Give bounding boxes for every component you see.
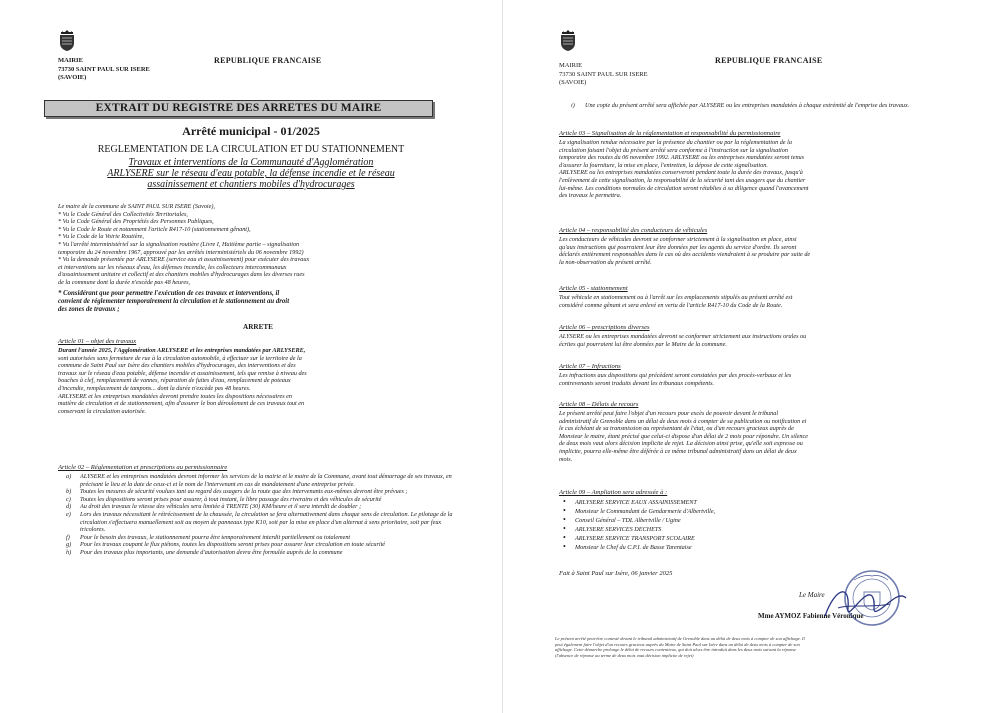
list-item: a) ALYSERE et les entreprises mandatées devront informer les services de la mairie et le maire de la Commune, avant tout démarrage de ses travaux, en précisant le lieu et la date de ceux-ci et le nom de l'intervenant en cas de mandatement d'une entreprise privée. — [66, 473, 452, 488]
list-item: d) Au droit des travaux la vitesse des véhicules sera limitée à TRENTE (30) KM/heure et il sera interdit de doubler ; — [66, 503, 362, 511]
article-02-title: Article 02 – Réglementation et prescriptions au permissionnaire — [58, 464, 228, 471]
reglementation-title: REGLEMENTATION DE LA CIRCULATION ET DU STATIONNEMENT — [97, 144, 405, 155]
mairie-label: MAIRIE — [58, 57, 83, 64]
list-item: f) Pour le besoin des travaux, le stationnement pourra être temporairement interdit partiellement ou totalement — [66, 533, 351, 541]
list-item: • ARLYSERE SERVICES DECHETS — [563, 524, 662, 533]
article-01-body: Durant l'année 2025, l'Agglomération ARLYSERE et les entreprises mandatées par ARLYSERE, sont autorisées sans fermeture de rue à la circulation automobile, à effectuer sur le territoire de la commune de Saint Paul sur Isère des chantiers mobiles d'hydrocurages, des interventions et des travaux sur le réseau d'eau potable, défense incendie et assainissement, tels que remise à niveau des bouches à clef, remplacement de vannes, réparation de fuites d'eau, remplacement de poteaux d'incendie, remplacement de tampons... dont la durée n'excède pas 48 heures. ARLYSERE et les entreprises mandatées devront prendre toutes les dispositions nécessaires en matière de circulation et de stationnement, afin d'assurer le bon déroulement de ces travaux tout en conservant la circulation autorisée. — [58, 347, 307, 415]
footer-notice: Le présent arrêté peut-être contesté devant le tribunal administratif de Grenoble dans un délai de deux mois à compter de son affichage. Il peut également faire l'objet d'un recours gracieux auprès du Maire de Saint Paul sur Isère dans un délai de deux mois à compter de son affichage. Cette démarche prolonge le délai de recours contentieux, qui doit alors être introduit dans les deux mois suivant la réponse (l'absence de réponse au terme de deux mois vaut décision implicite de rejet) — [555, 636, 805, 658]
arrete-subtitle: Travaux et interventions de la Communauté d'Agglomération ARLYSERE sur le réseau d'eau potable, la défense incendie et le réseau assainissement et chantiers mobiles d'hydrocurages — [107, 157, 395, 190]
handwritten-signature-icon — [820, 578, 910, 628]
list-item: c) Toutes les dispositions seront prises pour assurer, à tout instant, le libre passage des riverains et des véhicules de sécurité — [66, 495, 382, 503]
article-06-body: ALYSERE ou les entreprises mandatées devront se conformer strictement aux instructions orales ou écrites qui pourraient lui être données par le Maire de la commune. — [559, 333, 807, 348]
list-item: h) Pour des travaux plus importants, une demande d'autorisation devra être formulée auprès de la commune — [66, 548, 343, 556]
article-08-title: Article 08 – Délais de recours — [559, 401, 639, 408]
mairie-city: 73730 SAINT PAUL SUR ISERE — [58, 65, 150, 73]
article-05-title: Article 05 - stationnement — [559, 285, 628, 292]
article-03-body: La signalisation rendue nécessaire par la présence du chantier ou par la réglementation de la circulation faisant l'objet du présent arrêté sera conforme à l'instruction sur la signalisation temporaire des routes du 06 novembre 1992. ARLYSERE ou les entreprises mandatées seront tenus d'assurer la fourniture, la mise en place, l'entretien, la dépose de cette signalisation. ARLYSERE ou les entreprises mandatées conserveront pendant toute la durée des travaux, jusqu'à l'enlèvement de cette signalisation, la responsabilité de la sécurité tant des usagers que du chantier lui-même. Les conditions normales de circulation seront rétablies à sa diligence quand l'avancement des travaux le permettra. — [559, 139, 809, 200]
article-09-title: Article 09 – Ampliation sera adressée à : — [559, 489, 668, 496]
mairie-address: MAIRIE 73730 SAINT PAUL SUR ISERE (SAVOIE) — [559, 62, 648, 86]
article-02-list-cont — [571, 102, 949, 110]
arrete-title: Arrêté municipal - 01/2025 — [182, 124, 320, 138]
mairie-dept: (SAVOIE) — [58, 74, 87, 81]
article-08-body: Le présent arrêté peut faire l'objet d'un recours pour excès de pouvoir devant le tribunal administratif de Grenoble dans un délai de deux mois à compter de sa publication ou notification et le cas échéant de sa transmission au représentant de l'état, ou d'un recours gracieux auprès de Monsieur le maire, étant précisé que celui-ci dispose d'un délai de 2 mois pour répondre. Un silence de deux mois vaut alors décision implicite de rejet. La décision ainsi prise, qu'elle soit expresse ou implicite, pourra elle-même être déférée à ce même tribunal administratif dans un délai de deux mois. — [559, 410, 809, 463]
list-item: • ARLYSERE SERVICE TRANSPORT SCOLAIRE — [563, 533, 695, 542]
republique-header: REPUBLIQUE FRANCAISE — [214, 56, 322, 65]
republique-header: REPUBLIQUE FRANCAISE — [715, 56, 823, 65]
registre-banner: EXTRAIT DU REGISTRE DES ARRETES DU MAIRE — [44, 100, 433, 117]
article-01-title: Article 01 – objet des travaux — [58, 338, 137, 345]
article-07-body: Les infractions aux dispositions qui précèdent seront constatées par des procès-verbaux et les contrevenants seront traduits devant les tribunaux compétents. — [559, 372, 792, 387]
list-item: • Conseil Général – TDL Albertville / Ugine — [563, 515, 681, 524]
article-05-body: Tout véhicule en stationnement ou à l'arrêt sur les emplacements stipulés au présent arrêté est considéré comme gênant et sera enlevé en vertu de l'article R417-10 du Code de la Route. — [559, 294, 793, 309]
list-item: g) Pour les travaux coupant le flux piétons, toutes les dispositions seront prises pour assurer leur circulation en toute sécurité — [66, 541, 386, 549]
considerant-bold: * Considérant que pour permettre l'exécution de ces travaux et interventions, il convient de réglementer temporairement la circulation et le stationnement au droit des zones de travaux ; — [58, 290, 290, 313]
list-item: • ARLYSERE SERVICE EAUX ASSAINISSEMENT — [563, 497, 697, 506]
mairie-address — [58, 57, 150, 83]
coat-of-arms-icon — [58, 30, 76, 52]
article-03-title: Article 03 – Signalisation de la réglementation et responsabilité du permissionnaire — [559, 130, 781, 137]
list-item: • Monsieur le Commandant de Gendarmerie d'Albertville, — [563, 506, 716, 515]
page-2 — [502, 0, 1004, 713]
list-item: • Monsieur le Chef du C.P.I. de Basse Tarentaise — [563, 542, 692, 551]
signataire-name: Mme AYMOZ Fabienne Véronique — [758, 612, 864, 620]
article-04-body: Les conducteurs de véhicules devront se conformer strictement à la signalisation en place, ainsi qu'aux instructions qui pourraient leur être données par les agents du service d'ordre. Ils seront déclarés entièrement responsables dans le cas où des accidents viendraient à se produire par suite de la non-observation du présent arrêté. — [559, 236, 811, 266]
coat-of-arms-icon — [559, 30, 577, 52]
article-07-title: Article 07 – Infractions — [559, 363, 621, 370]
article-02-list — [66, 473, 454, 557]
le-maire-label: Le Maire — [799, 591, 825, 599]
list-item: i) Une copie du présent arrêté sera affichée par ALYSERE ou les entreprises mandatées à chaque extrémité de l'emprise des travaux. — [571, 102, 910, 109]
ampliation-list — [559, 498, 951, 552]
list-item: b) Toutes les mesures de sécurité voulues tant au regard des usagers de la route que des intervenants eux-mêmes devront être prévues ; — [66, 488, 408, 496]
arrete-label: ARRETE — [243, 323, 273, 331]
considerants: Le maire de la commune de SAINT PAUL SUR ISERE (Savoie), * Vu le Code Général des Collectivités Territoriales, * Vu le Code Général des Propriétés des Personnes Publiques, * Vu le Code le Route et notamment l'article R417-10 (stationnement gênant), * Vu le Code de la Voirie Routière, * Vu l'arrêté interministériel sur la signalisation routière (Livre I, Huitième partie – signalisation temporaire du 24 novembre 1967, approuvé par les arrêtés interministériels du 06 novembre 1992) * Vu la demande présentée par ARLYSERE (service eau et assainissement) pour exécuter des travaux et interventions sur les réseaux d'eau, les défenses incendie, les collecteurs intercommunaux d'assainissement unitaire et collectif et des chantiers mobiles d'hydrocurages dans les diverses rues de la commune dont la durée n'excède pas 48 heures, — [58, 203, 310, 286]
article-04-title: Article 04 – responsabilité des conducteurs de véhicules — [559, 227, 708, 234]
list-item: e) Lors des travaux nécessitant le rétrécissement de la chaussée, la circulation se fera alternativement dans chaque sens de circulation. Le pilotage de la circulation s'effectuera manuellement soit au moyen de panneaux type K10, soit par la mise en place d'un alternat à sens prioritaire, soit par feux tricolores. — [66, 510, 453, 534]
fait-a: Fait à Saint Paul sur Isère, 06 janvier 2025 — [559, 570, 673, 577]
article-06-title: Article 06 – prescriptions diverses — [559, 324, 650, 331]
